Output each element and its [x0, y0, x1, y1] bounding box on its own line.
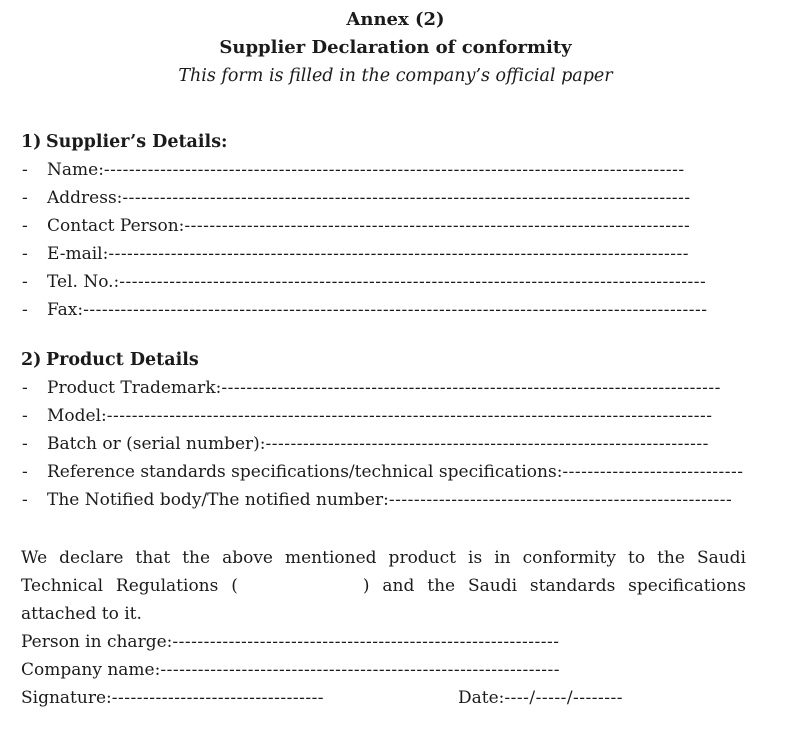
list-dash-marker: - [22, 160, 28, 180]
field-reference-standards [21, 458, 746, 486]
field-name-blank: --------------------------------------------------------------------------------------------- [103, 160, 685, 180]
company-name-blank: ---------------------------------------------------------------- [160, 660, 560, 680]
declaration-line-2-before: Technical Regulations ( [21, 576, 238, 596]
field-contact-person-label: Contact Person: [47, 216, 185, 236]
field-product-trademark-blank: -------------------------------------------------------------------------------- [221, 378, 721, 398]
declaration-line-1-text: We declare that the above mentioned product is in conformity to the Saudi [21, 548, 746, 568]
field-model-label: Model: [47, 406, 107, 426]
list-dash-marker: - [22, 462, 28, 482]
field-address-blank: ------------------------------------------------------------------------------------------- [122, 188, 691, 208]
field-fax-label: Fax: [47, 300, 84, 320]
list-dash-marker: - [22, 216, 28, 236]
signature-field [21, 684, 458, 712]
person-in-charge-blank: -------------------------------------------------------------- [172, 632, 560, 652]
field-address-label: Address: [47, 188, 123, 208]
field-model [21, 402, 746, 430]
company-name-label: Company name: [21, 660, 161, 680]
field-address [21, 184, 746, 212]
list-dash-marker: - [22, 406, 28, 426]
date-label: Date: [458, 688, 505, 708]
date-field [458, 684, 623, 712]
signature-label: Signature: [21, 688, 112, 708]
section-2-number: 2) [21, 350, 42, 370]
field-batch-serial-blank: ----------------------------------------------------------------------- [265, 434, 709, 454]
field-tel-no-label: Tel. No.: [47, 272, 120, 292]
declaration-line-3-text: attached to it. [21, 604, 142, 624]
field-notified-body-label: The Notified body/The notified number: [47, 490, 389, 510]
field-fax [21, 296, 746, 324]
declaration-line-2 [21, 572, 746, 600]
field-batch-serial-label: Batch or (serial number): [47, 434, 266, 454]
section-product-details [21, 346, 746, 514]
field-product-trademark-label: Product Trademark: [47, 378, 222, 398]
section-1-number: 1) [21, 132, 42, 152]
list-dash-marker: - [22, 300, 28, 320]
annex-title: Annex (2) [346, 9, 445, 30]
form-subtitle: This form is filled in the company’s official paper [178, 66, 613, 86]
field-model-blank: ------------------------------------------------------------------------------------------------- [106, 406, 713, 426]
field-person-in-charge [21, 628, 746, 656]
field-name [21, 156, 746, 184]
field-signature-date [21, 684, 746, 712]
field-contact-person-blank: --------------------------------------------------------------------------------- [184, 216, 691, 236]
section-2-heading [21, 346, 746, 374]
document-body [0, 128, 791, 712]
field-fax-blank: ---------------------------------------------------------------------------------------------------- [83, 300, 708, 320]
date-blank: ----/-----/-------- [504, 688, 623, 708]
list-dash-marker: - [22, 188, 28, 208]
field-batch-serial [21, 430, 746, 458]
field-contact-person [21, 212, 746, 240]
declaration-line-3 [21, 600, 746, 628]
field-email-label: E-mail: [47, 244, 109, 264]
field-reference-standards-label: Reference standards specifications/technical specifications: [47, 462, 563, 482]
field-tel-no [21, 268, 746, 296]
form-title: Supplier Declaration of conformity [219, 37, 572, 58]
declaration-line-1 [21, 544, 746, 572]
field-notified-body-blank: ------------------------------------------------------- [388, 490, 733, 510]
list-dash-marker: - [22, 378, 28, 398]
list-dash-marker: - [22, 490, 28, 510]
field-tel-no-blank: ---------------------------------------------------------------------------------------------- [119, 272, 707, 292]
field-email [21, 240, 746, 268]
signature-blank: ---------------------------------- [111, 688, 325, 708]
document-header [0, 0, 791, 90]
field-reference-standards-blank: ----------------------------- [562, 462, 744, 482]
field-product-trademark [21, 374, 746, 402]
declaration-paragraph [21, 544, 746, 628]
section-1-title: Supplier’s Details: [46, 132, 228, 152]
section-1-heading [21, 128, 746, 156]
signature-block [21, 628, 746, 712]
field-name-label: Name: [47, 160, 104, 180]
section-2-title: Product Details [46, 350, 199, 370]
list-dash-marker: - [22, 434, 28, 454]
section-supplier-details [21, 128, 746, 324]
list-dash-marker: - [22, 244, 28, 264]
field-notified-body [21, 486, 746, 514]
list-dash-marker: - [22, 272, 28, 292]
field-email-blank: --------------------------------------------------------------------------------------------- [108, 244, 690, 264]
person-in-charge-label: Person in charge: [21, 632, 173, 652]
declaration-line-2-after: ) and the Saudi standards specifications [362, 576, 746, 596]
field-company-name [21, 656, 746, 684]
